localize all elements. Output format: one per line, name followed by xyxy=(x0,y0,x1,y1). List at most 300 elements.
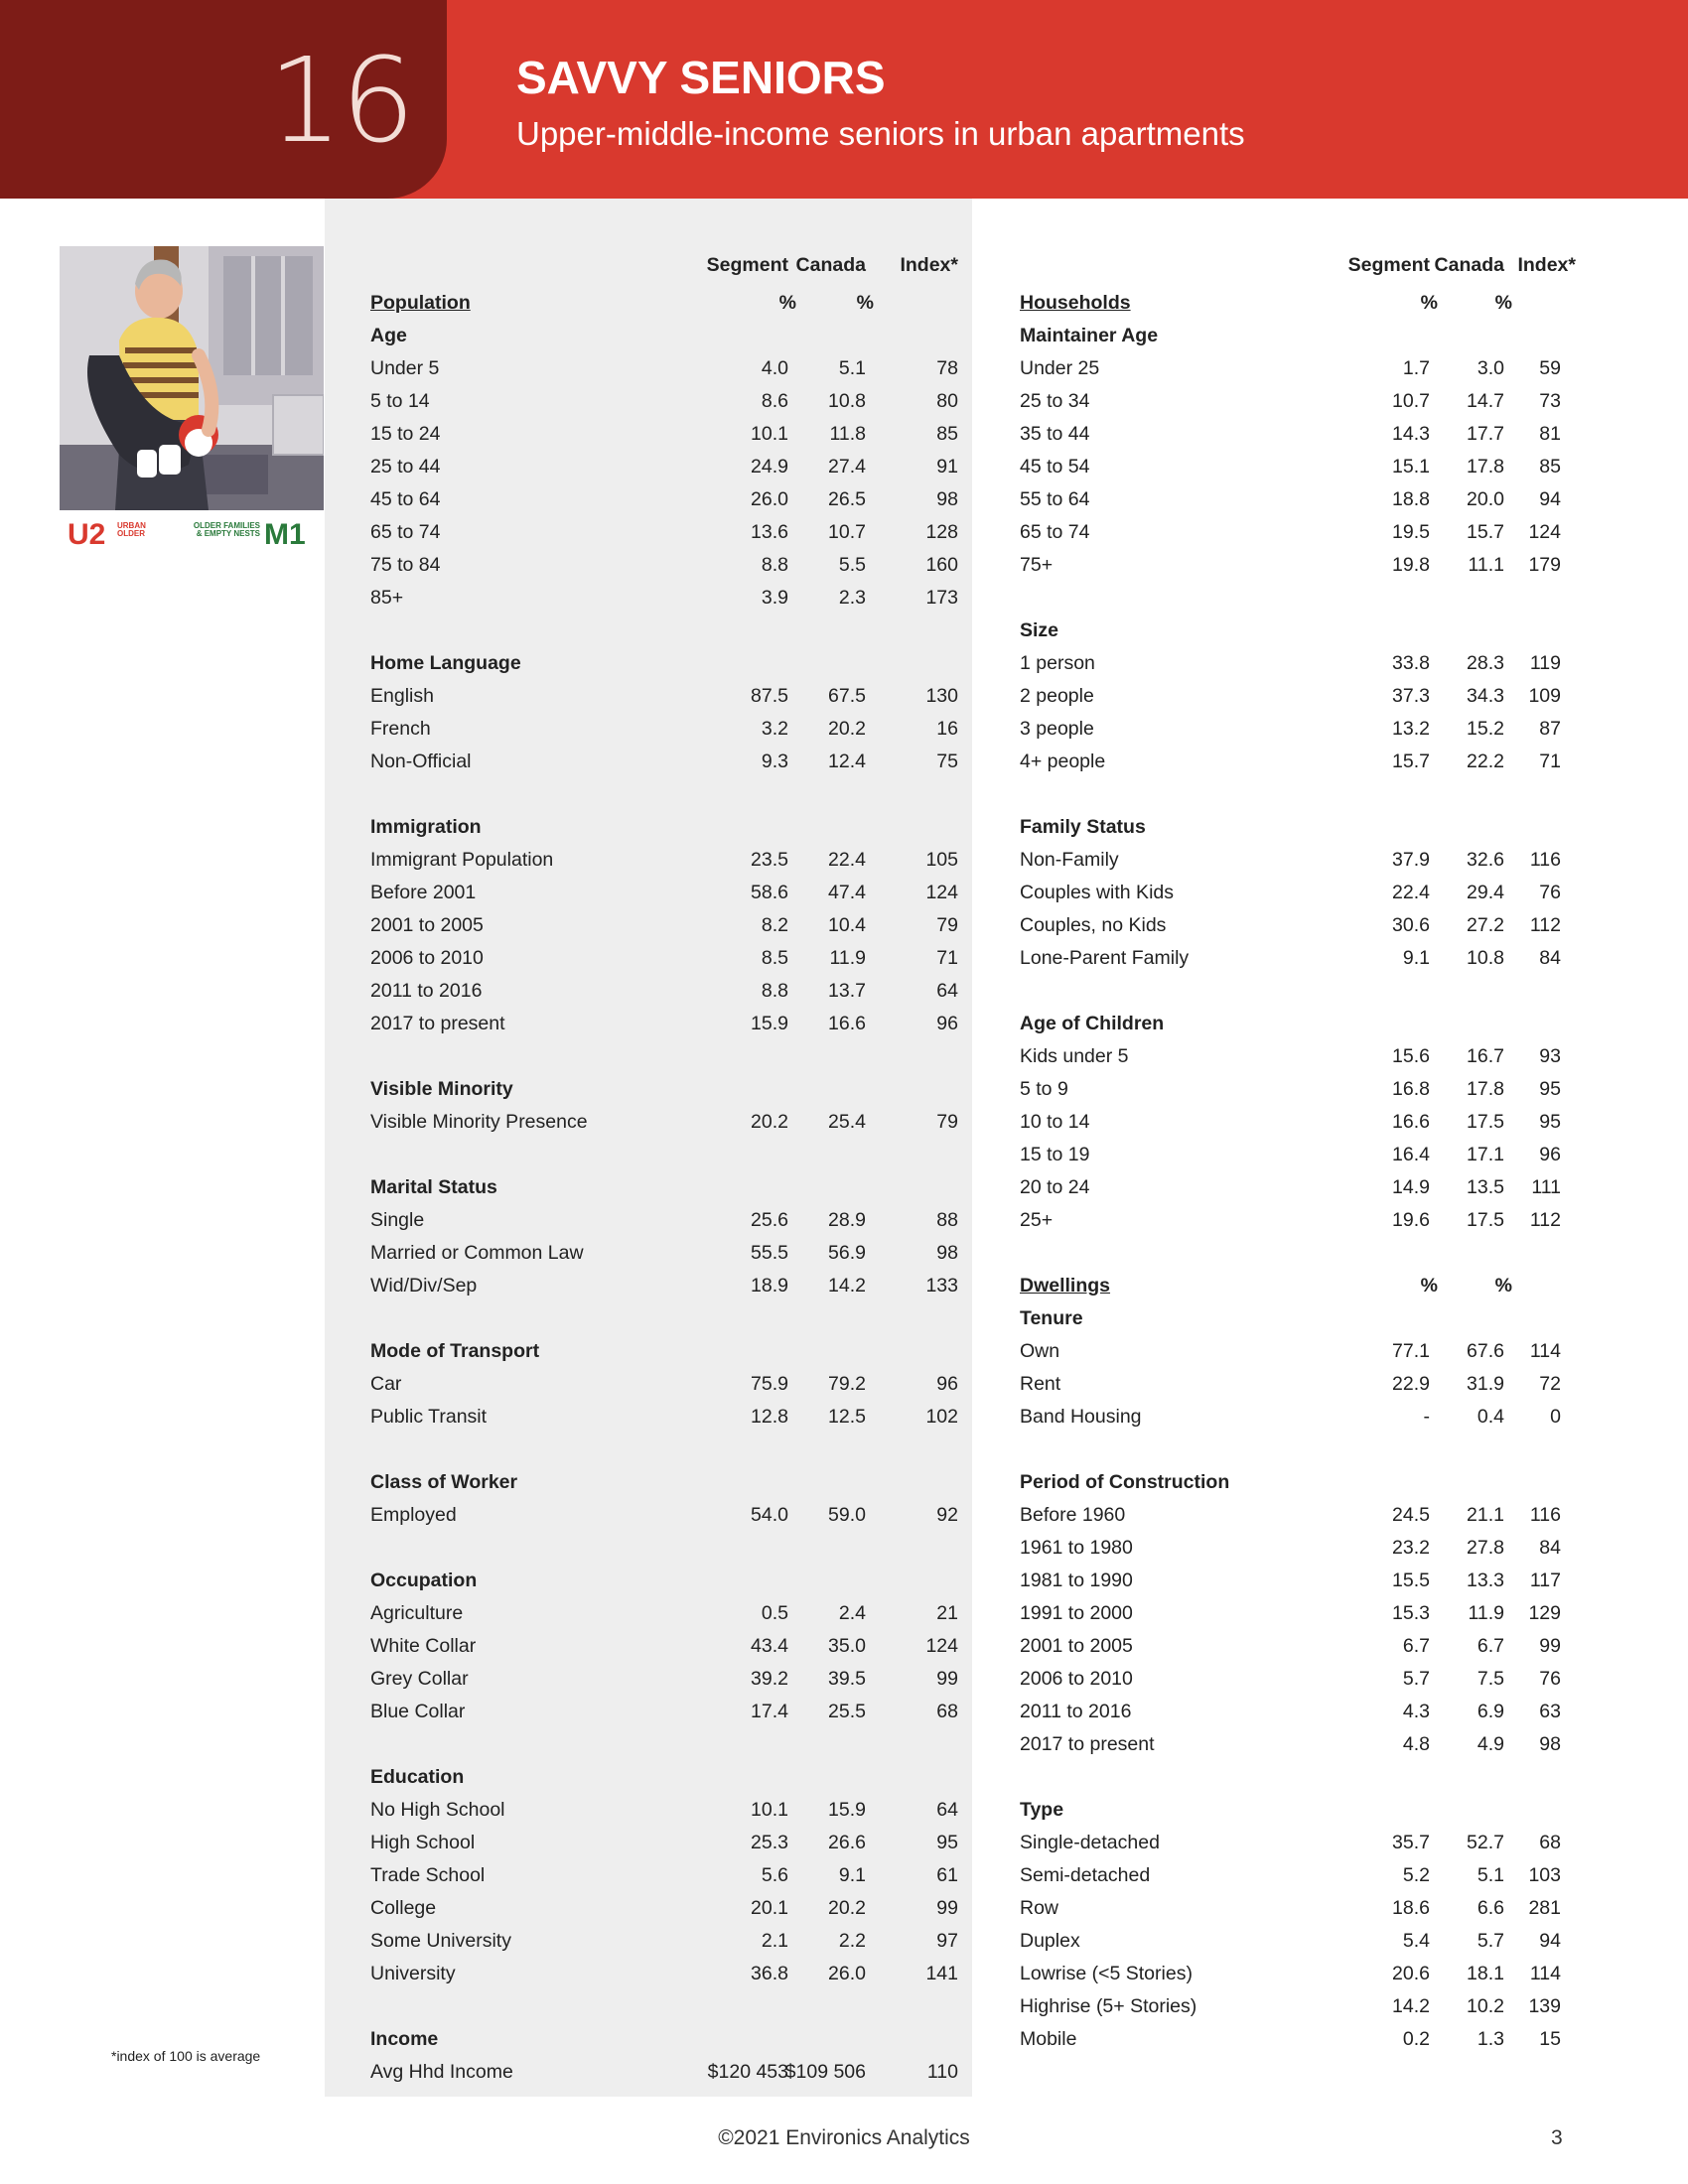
row-label: Couples, no Kids xyxy=(1020,914,1167,936)
segment-number: 16 xyxy=(268,32,414,169)
canada-value: 9.1 xyxy=(838,1864,866,1886)
index-value: 119 xyxy=(1529,652,1561,674)
index-value: 92 xyxy=(936,1504,958,1526)
table-row xyxy=(370,1401,958,1433)
segment-value: 22.9 xyxy=(1392,1373,1430,1395)
row-label: Couples with Kids xyxy=(1020,882,1174,903)
row-label: University xyxy=(370,1963,456,1984)
section-gap xyxy=(370,1728,958,1761)
index-value: 95 xyxy=(1539,1111,1561,1133)
row-label: 85+ xyxy=(370,587,404,609)
segment-value: - xyxy=(1423,1406,1430,1428)
canada-value: 27.8 xyxy=(1467,1537,1504,1559)
table-row xyxy=(1020,680,1576,713)
canada-value: 20.0 xyxy=(1467,488,1504,510)
table-group-heading xyxy=(1020,1270,1576,1302)
table-row xyxy=(1020,1499,1576,1532)
section-gap xyxy=(370,614,958,647)
index-value: 72 xyxy=(1539,1373,1561,1395)
section-gap xyxy=(1020,582,1576,614)
row-label: 4+ people xyxy=(1020,751,1106,772)
index-value: 73 xyxy=(1539,390,1561,412)
canada-value: 4.9 xyxy=(1477,1733,1504,1755)
group-heading-label: Households xyxy=(1020,292,1131,314)
canada-value: 11.8 xyxy=(829,423,866,445)
index-value: 94 xyxy=(1539,488,1561,510)
canada-value: 20.2 xyxy=(828,1897,866,1919)
segment-value: 10.1 xyxy=(751,423,788,445)
row-label: 2006 to 2010 xyxy=(370,947,484,969)
row-label: 15 to 24 xyxy=(370,423,441,445)
table-row xyxy=(1020,1368,1576,1401)
segment-value: 5.7 xyxy=(1402,1668,1430,1690)
row-label: Public Transit xyxy=(370,1406,488,1428)
section-heading-label: Age of Children xyxy=(1020,1013,1165,1034)
households-table-rows xyxy=(1020,287,1576,2056)
segment-value: 35.7 xyxy=(1392,1832,1430,1853)
index-value: 21 xyxy=(936,1602,958,1624)
index-value: 114 xyxy=(1529,1963,1561,1984)
row-label: Kids under 5 xyxy=(1020,1045,1129,1067)
segment-value: 36.8 xyxy=(751,1963,788,1984)
section-heading-label: Period of Construction xyxy=(1020,1471,1230,1493)
table-row xyxy=(370,1925,958,1958)
canada-value: 21.1 xyxy=(1467,1504,1504,1526)
segment-value: 8.8 xyxy=(761,980,788,1002)
section-gap xyxy=(1020,1433,1576,1466)
canada-value: 17.1 xyxy=(1467,1144,1504,1165)
table-row xyxy=(370,1892,958,1925)
table-row xyxy=(370,1859,958,1892)
table-row xyxy=(1020,1630,1576,1663)
table-section-heading xyxy=(370,1335,958,1368)
canada-value: 17.5 xyxy=(1467,1209,1504,1231)
segment-value: 18.6 xyxy=(1392,1897,1430,1919)
index-value: 109 xyxy=(1528,685,1561,707)
table-row xyxy=(1020,1990,1576,2023)
index-value: 71 xyxy=(1539,751,1561,772)
index-value: 173 xyxy=(925,587,958,609)
canada-value: 0.4 xyxy=(1477,1406,1504,1428)
row-label: Mobile xyxy=(1020,2028,1077,2050)
canada-value: 20.2 xyxy=(828,718,866,740)
index-value: 129 xyxy=(1528,1602,1561,1624)
table-row xyxy=(370,975,958,1008)
senior-golfer-illustration xyxy=(60,246,324,510)
segment-group-logos xyxy=(60,514,324,554)
segment-value: 1.7 xyxy=(1402,357,1430,379)
canada-value: 28.3 xyxy=(1467,652,1504,674)
canada-value: 39.5 xyxy=(828,1668,866,1690)
row-label: 1961 to 1980 xyxy=(1020,1537,1133,1559)
segment-value: 37.3 xyxy=(1392,685,1430,707)
segment-unit: % xyxy=(1420,1275,1438,1297)
row-label: Lowrise (<5 Stories) xyxy=(1020,1963,1193,1984)
index-value: 87 xyxy=(1539,718,1561,740)
canada-value: 56.9 xyxy=(828,1242,866,1264)
index-column-header: Index* xyxy=(900,254,958,276)
row-label: 1 person xyxy=(1020,652,1095,674)
table-row xyxy=(1020,1106,1576,1139)
canada-value: 5.1 xyxy=(1477,1864,1504,1886)
page-number: 3 xyxy=(1551,2126,1563,2149)
segment-value: 12.8 xyxy=(751,1406,788,1428)
index-value: 61 xyxy=(936,1864,958,1886)
table-row xyxy=(1020,1827,1576,1859)
index-value: 124 xyxy=(925,882,958,903)
canada-value: 11.1 xyxy=(1468,554,1504,576)
segment-value: 2.1 xyxy=(761,1930,788,1952)
index-value: 99 xyxy=(1539,1635,1561,1657)
segment-value: 8.2 xyxy=(761,914,788,936)
row-label: Agriculture xyxy=(370,1602,464,1624)
segment-value: 39.2 xyxy=(751,1668,788,1690)
segment-value: 19.6 xyxy=(1392,1209,1430,1231)
section-gap xyxy=(370,1139,958,1171)
segment-subtitle: Upper-middle-income seniors in urban apartments xyxy=(516,115,1245,152)
canada-value: 26.6 xyxy=(828,1832,866,1853)
population-table-rows xyxy=(370,287,958,2089)
canada-value: 17.5 xyxy=(1467,1111,1504,1133)
segment-value: 0.5 xyxy=(761,1602,788,1624)
table-row xyxy=(1020,1892,1576,1925)
page-header xyxy=(0,0,1688,199)
table-row xyxy=(1020,1139,1576,1171)
table-row xyxy=(370,942,958,975)
segment-value: 15.1 xyxy=(1392,456,1430,478)
section-heading-label: Size xyxy=(1020,619,1059,641)
row-label: Some University xyxy=(370,1930,511,1952)
row-label: English xyxy=(370,685,434,707)
row-label: 1991 to 2000 xyxy=(1020,1602,1133,1624)
segment-value: 14.9 xyxy=(1392,1176,1430,1198)
population-table-header xyxy=(370,254,958,287)
index-value: 63 xyxy=(1539,1701,1561,1722)
row-label: Before 2001 xyxy=(370,882,477,903)
canada-column-header: Canada xyxy=(795,254,866,276)
row-label: Before 1960 xyxy=(1020,1504,1126,1526)
canada-value: 27.4 xyxy=(828,456,866,478)
section-heading-label: Visible Minority xyxy=(370,1078,513,1100)
segment-value: 5.6 xyxy=(761,1864,788,1886)
table-group-heading xyxy=(1020,287,1576,320)
canada-value: 34.3 xyxy=(1467,685,1504,707)
segment-value: 10.1 xyxy=(751,1799,788,1821)
section-heading-label: Income xyxy=(370,2028,439,2050)
row-label: 25 to 44 xyxy=(370,456,441,478)
canada-value: 10.7 xyxy=(828,521,866,543)
row-label: 2017 to present xyxy=(370,1013,505,1034)
table-section-heading xyxy=(370,1171,958,1204)
table-row xyxy=(1020,549,1576,582)
canada-value: 11.9 xyxy=(829,947,866,969)
section-gap xyxy=(370,1433,958,1466)
segment-value: 3.2 xyxy=(761,718,788,740)
segment-value: 16.6 xyxy=(1392,1111,1430,1133)
canada-unit: % xyxy=(1494,292,1512,314)
index-value: 281 xyxy=(1528,1897,1561,1919)
table-row xyxy=(1020,516,1576,549)
row-label: White Collar xyxy=(370,1635,477,1657)
row-label: Wid/Div/Sep xyxy=(370,1275,478,1297)
canada-value: 15.9 xyxy=(828,1799,866,1821)
canada-value: 10.4 xyxy=(828,914,866,936)
copyright-footer: ©2021 Environics Analytics xyxy=(718,2126,970,2149)
section-gap xyxy=(1020,1761,1576,1794)
index-value: 79 xyxy=(936,914,958,936)
table-row xyxy=(370,909,958,942)
segment-value: 8.8 xyxy=(761,554,788,576)
canada-value: 10.8 xyxy=(828,390,866,412)
table-section-heading xyxy=(370,1761,958,1794)
segment-value: 14.2 xyxy=(1392,1995,1430,2017)
segment-value: 9.3 xyxy=(761,751,788,772)
segment-column-header: Segment xyxy=(1347,254,1430,276)
index-value: 95 xyxy=(936,1832,958,1853)
table-row xyxy=(1020,713,1576,746)
table-row xyxy=(370,516,958,549)
row-label: Married or Common Law xyxy=(370,1242,584,1264)
index-value: 130 xyxy=(925,685,958,707)
index-value: 96 xyxy=(1539,1144,1561,1165)
table-row xyxy=(370,1106,958,1139)
index-value: 78 xyxy=(936,357,958,379)
section-heading-label: Marital Status xyxy=(370,1176,497,1198)
canada-value: 25.4 xyxy=(828,1111,866,1133)
index-value: 88 xyxy=(936,1209,958,1231)
canada-value: 11.9 xyxy=(1468,1602,1504,1624)
canada-value: 14.7 xyxy=(1467,390,1504,412)
row-label: Immigrant Population xyxy=(370,849,554,871)
segment-value: 26.0 xyxy=(751,488,788,510)
table-row xyxy=(1020,909,1576,942)
segment-value: 8.5 xyxy=(761,947,788,969)
segment-value: 4.8 xyxy=(1402,1733,1430,1755)
table-row xyxy=(1020,385,1576,418)
segment-value: $120 453 xyxy=(707,2061,788,2083)
table-row xyxy=(370,418,958,451)
table-row xyxy=(370,1630,958,1663)
segment-value: 9.1 xyxy=(1402,947,1430,969)
row-label: 25 to 34 xyxy=(1020,390,1090,412)
index-column-header: Index* xyxy=(1517,254,1576,276)
table-section-heading xyxy=(1020,1466,1576,1499)
canada-value: 5.7 xyxy=(1477,1930,1504,1952)
canada-value: 13.5 xyxy=(1467,1176,1504,1198)
table-section-heading xyxy=(370,1073,958,1106)
segment-value: 4.3 xyxy=(1402,1701,1430,1722)
canada-value: 22.2 xyxy=(1467,751,1504,772)
table-row xyxy=(1020,483,1576,516)
index-value: 111 xyxy=(1531,1176,1561,1198)
section-heading-label: Type xyxy=(1020,1799,1064,1821)
table-section-heading xyxy=(370,647,958,680)
row-label: 20 to 24 xyxy=(1020,1176,1090,1198)
segment-value: 33.8 xyxy=(1392,652,1430,674)
row-label: Avg Hhd Income xyxy=(370,2061,513,2083)
table-row xyxy=(1020,942,1576,975)
section-heading-label: Tenure xyxy=(1020,1307,1083,1329)
canada-value: 5.5 xyxy=(838,554,866,576)
table-row xyxy=(370,877,958,909)
index-value: 68 xyxy=(936,1701,958,1722)
index-value: 75 xyxy=(936,751,958,772)
u2-group-label: URBAN OLDER xyxy=(117,521,146,539)
population-table xyxy=(370,254,958,2089)
index-value: 124 xyxy=(925,1635,958,1657)
u2-group-logo: U2 xyxy=(68,518,106,551)
section-heading-label: Education xyxy=(370,1766,465,1788)
canada-column-header: Canada xyxy=(1434,254,1504,276)
m1-group-label: OLDER FAMILIES & EMPTY NESTS xyxy=(193,521,260,539)
row-label: 45 to 64 xyxy=(370,488,441,510)
canada-value: 12.4 xyxy=(828,751,866,772)
segment-value: 19.8 xyxy=(1392,554,1430,576)
index-value: 105 xyxy=(925,849,958,871)
index-value: 59 xyxy=(1539,357,1561,379)
segment-value: 37.9 xyxy=(1392,849,1430,871)
canada-value: 79.2 xyxy=(828,1373,866,1395)
row-label: 2 people xyxy=(1020,685,1094,707)
table-row xyxy=(370,582,958,614)
canada-value: 15.2 xyxy=(1467,718,1504,740)
table-section-heading xyxy=(1020,320,1576,352)
row-label: 55 to 64 xyxy=(1020,488,1090,510)
canada-value: 5.1 xyxy=(838,357,866,379)
row-label: Row xyxy=(1020,1897,1059,1919)
row-label: Non-Family xyxy=(1020,849,1119,871)
segment-value: 24.5 xyxy=(1392,1504,1430,1526)
canada-value: 13.7 xyxy=(828,980,866,1002)
index-value: 0 xyxy=(1550,1406,1561,1428)
table-row xyxy=(370,385,958,418)
index-value: 81 xyxy=(1539,423,1561,445)
table-row xyxy=(370,713,958,746)
table-row xyxy=(1020,1532,1576,1565)
table-section-heading xyxy=(370,2023,958,2056)
index-value: 64 xyxy=(936,980,958,1002)
row-label: 10 to 14 xyxy=(1020,1111,1090,1133)
segment-value: 77.1 xyxy=(1392,1340,1430,1362)
row-label: 45 to 54 xyxy=(1020,456,1090,478)
row-label: 15 to 19 xyxy=(1020,1144,1090,1165)
index-value: 98 xyxy=(936,488,958,510)
table-row xyxy=(1020,877,1576,909)
index-value: 112 xyxy=(1529,1209,1561,1231)
canada-unit: % xyxy=(856,292,874,314)
segment-value: 30.6 xyxy=(1392,914,1430,936)
segment-value: 13.2 xyxy=(1392,718,1430,740)
canada-value: 2.4 xyxy=(838,1602,866,1624)
segment-value: 54.0 xyxy=(751,1504,788,1526)
table-section-heading xyxy=(1020,1008,1576,1040)
index-value: 64 xyxy=(936,1799,958,1821)
index-value: 128 xyxy=(925,521,958,543)
row-label: Rent xyxy=(1020,1373,1061,1395)
segment-value: 10.7 xyxy=(1392,390,1430,412)
index-value: 76 xyxy=(1539,882,1561,903)
section-heading-label: Immigration xyxy=(370,816,482,838)
canada-value: 29.4 xyxy=(1467,882,1504,903)
index-value: 91 xyxy=(936,456,958,478)
table-row xyxy=(370,746,958,778)
index-value: 80 xyxy=(936,390,958,412)
table-row xyxy=(1020,1696,1576,1728)
segment-value: 25.3 xyxy=(751,1832,788,1853)
index-value: 179 xyxy=(1528,554,1561,576)
canada-value: $109 506 xyxy=(784,2061,866,2083)
canada-value: 6.9 xyxy=(1477,1701,1504,1722)
table-row xyxy=(370,1008,958,1040)
m1-group-logo: M1 xyxy=(264,518,306,551)
canada-value: 26.5 xyxy=(828,488,866,510)
index-value: 160 xyxy=(925,554,958,576)
segment-value: 15.5 xyxy=(1392,1570,1430,1591)
section-heading-label: Mode of Transport xyxy=(370,1340,540,1362)
canada-value: 17.8 xyxy=(1467,1078,1504,1100)
index-value: 95 xyxy=(1539,1078,1561,1100)
table-row xyxy=(1020,352,1576,385)
index-value: 124 xyxy=(1528,521,1561,543)
segment-value: 17.4 xyxy=(751,1701,788,1722)
segment-value: 15.3 xyxy=(1392,1602,1430,1624)
segment-value: 23.2 xyxy=(1392,1537,1430,1559)
canada-value: 10.2 xyxy=(1467,1995,1504,2017)
canada-value: 1.3 xyxy=(1477,2028,1504,2050)
table-row xyxy=(1020,418,1576,451)
segment-value: 43.4 xyxy=(751,1635,788,1657)
table-row xyxy=(370,549,958,582)
canada-value: 16.7 xyxy=(1467,1045,1504,1067)
segment-value: 58.6 xyxy=(751,882,788,903)
segment-unit: % xyxy=(1420,292,1438,314)
section-heading-label: Age xyxy=(370,325,407,346)
canada-value: 2.2 xyxy=(838,1930,866,1952)
households-table-header xyxy=(1020,254,1576,287)
row-label: Blue Collar xyxy=(370,1701,466,1722)
canada-value: 17.7 xyxy=(1467,423,1504,445)
table-row xyxy=(1020,1335,1576,1368)
segment-value: 19.5 xyxy=(1392,521,1430,543)
row-label: Non-Official xyxy=(370,751,472,772)
table-row xyxy=(1020,1958,1576,1990)
row-label: No High School xyxy=(370,1799,505,1821)
canada-value: 59.0 xyxy=(828,1504,866,1526)
row-label: 5 to 14 xyxy=(370,390,430,412)
canada-value: 25.5 xyxy=(828,1701,866,1722)
index-value: 94 xyxy=(1539,1930,1561,1952)
row-label: 1981 to 1990 xyxy=(1020,1570,1133,1591)
row-label: Own xyxy=(1020,1340,1060,1362)
row-label: Car xyxy=(370,1373,402,1395)
row-label: Highrise (5+ Stories) xyxy=(1020,1995,1197,2017)
segment-value: 6.7 xyxy=(1402,1635,1430,1657)
segment-value: 0.2 xyxy=(1402,2028,1430,2050)
index-value: 141 xyxy=(925,1963,958,1984)
index-value: 79 xyxy=(936,1111,958,1133)
index-value: 116 xyxy=(1529,849,1561,871)
households-table xyxy=(1020,254,1576,2056)
canada-value: 13.3 xyxy=(1467,1570,1504,1591)
row-label: 75+ xyxy=(1020,554,1054,576)
canada-value: 2.3 xyxy=(838,587,866,609)
row-label: Under 5 xyxy=(370,357,440,379)
index-footnote: *index of 100 is average xyxy=(111,2048,261,2064)
row-label: 3 people xyxy=(1020,718,1094,740)
table-section-heading xyxy=(1020,1302,1576,1335)
canada-value: 52.7 xyxy=(1467,1832,1504,1853)
index-value: 97 xyxy=(936,1930,958,1952)
